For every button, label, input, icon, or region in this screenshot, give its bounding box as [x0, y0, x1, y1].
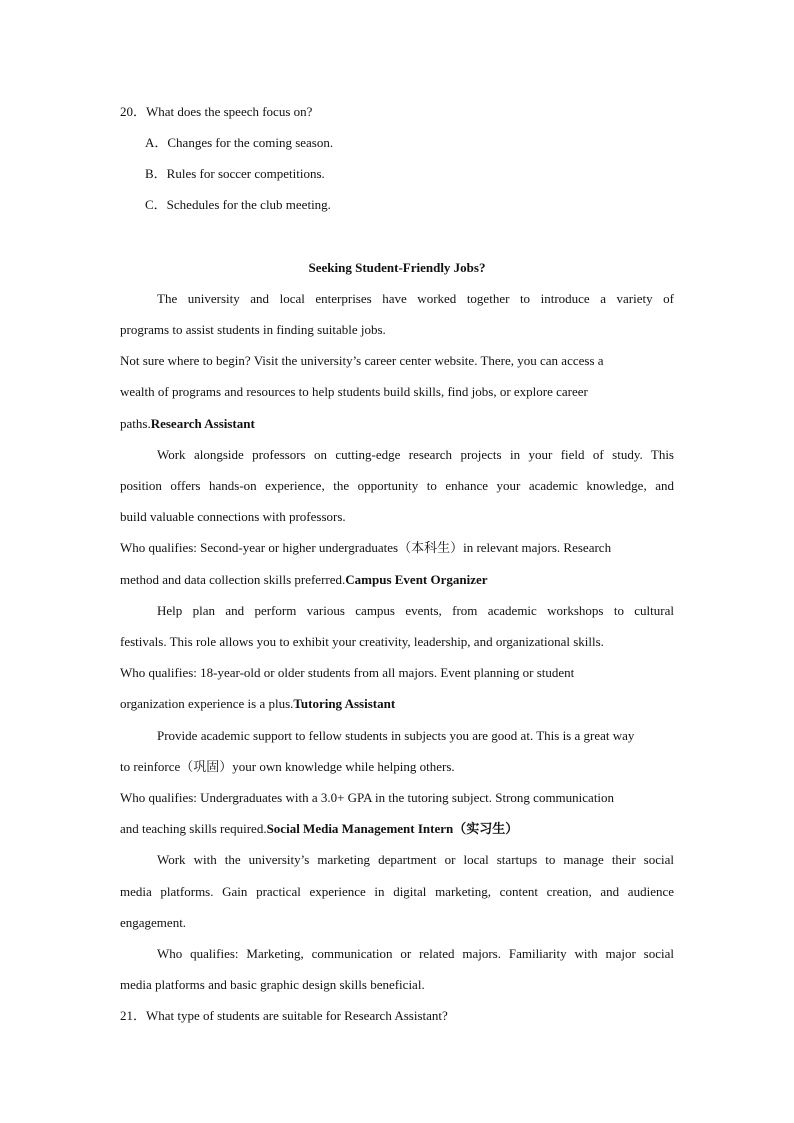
job-qualification-line: Who qualifies: 18-year-old or older students from all majors. Event planning or student: [120, 665, 575, 680]
job-qualification-line: [120, 695, 674, 713]
job-qualification-line: media platforms and basic graphic design skills beneficial.: [120, 977, 425, 992]
job-description-line: Work alongside professors on cutting-edge research projects in your field of study. This: [157, 447, 674, 462]
qualification-end: organization experience is a plus.: [120, 696, 294, 711]
job-qualification-line: [120, 571, 674, 589]
question-20: 20．What does the speech focus on?: [120, 104, 313, 119]
intro-paragraph-line: Not sure where to begin? Visit the university’s career center website. There, you can access a: [120, 353, 604, 368]
job-title-tutoring-assistant: Tutoring Assistant: [293, 696, 396, 711]
job-qualification-line: [120, 820, 674, 838]
option-c: C．Schedules for the club meeting.: [145, 197, 331, 212]
job-description-line: build valuable connections with professors.: [120, 509, 346, 524]
job-title-campus-event-organizer: Campus Event Organizer: [345, 572, 488, 587]
job-qualification-line: Who qualifies: Second-year or higher undergraduates（本科生）in relevant majors. Research: [120, 540, 612, 555]
option-b: B．Rules for soccer competitions.: [145, 166, 325, 181]
job-description-line: media platforms. Gain practical experience in digital marketing, content creation, and audience: [120, 884, 674, 899]
intro-paragraph-line: programs to assist students in finding suitable jobs.: [120, 322, 386, 337]
option-a: A．Changes for the coming season.: [145, 135, 334, 150]
job-qualification-line: Who qualifies: Marketing, communication or related majors. Familiarity with major social: [157, 946, 674, 961]
question-21: 21．What type of students are suitable for Research Assistant?: [120, 1008, 448, 1023]
job-description-line: festivals. This role allows you to exhibit your creativity, leadership, and organizational skills.: [120, 634, 604, 649]
job-description-line: engagement.: [120, 915, 187, 930]
qualification-end: and teaching skills required.: [120, 821, 267, 836]
job-title-social-media-intern: Social Media Management Intern（实习生）: [266, 821, 519, 836]
passage-title: Seeking Student-Friendly Jobs?: [308, 260, 486, 275]
job-description-line: Help plan and perform various campus events, from academic workshops to cultural: [157, 603, 674, 618]
job-qualification-line: Who qualifies: Undergraduates with a 3.0+ GPA in the tutoring subject. Strong communication: [120, 790, 615, 805]
job-description-line: position offers hands-on experience, the opportunity to enhance your academic knowledge, and: [120, 478, 674, 493]
job-description-line: to reinforce（巩固）your own knowledge while helping others.: [120, 759, 455, 774]
qualification-end: method and data collection skills preferred.: [120, 572, 346, 587]
job-description-line: Provide academic support to fellow students in subjects you are good at. This is a great way: [157, 728, 635, 743]
intro-paragraph-line: [120, 415, 674, 433]
job-title-research-assistant: Research Assistant: [150, 416, 255, 431]
intro-paragraph-line: wealth of programs and resources to help students build skills, find jobs, or explore career: [120, 384, 588, 399]
intro-paragraph-line: The university and local enterprises have worked together to introduce a variety of: [157, 291, 674, 306]
intro-end: paths.: [120, 416, 151, 431]
job-description-line: Work with the university’s marketing department or local startups to manage their social: [157, 852, 674, 867]
